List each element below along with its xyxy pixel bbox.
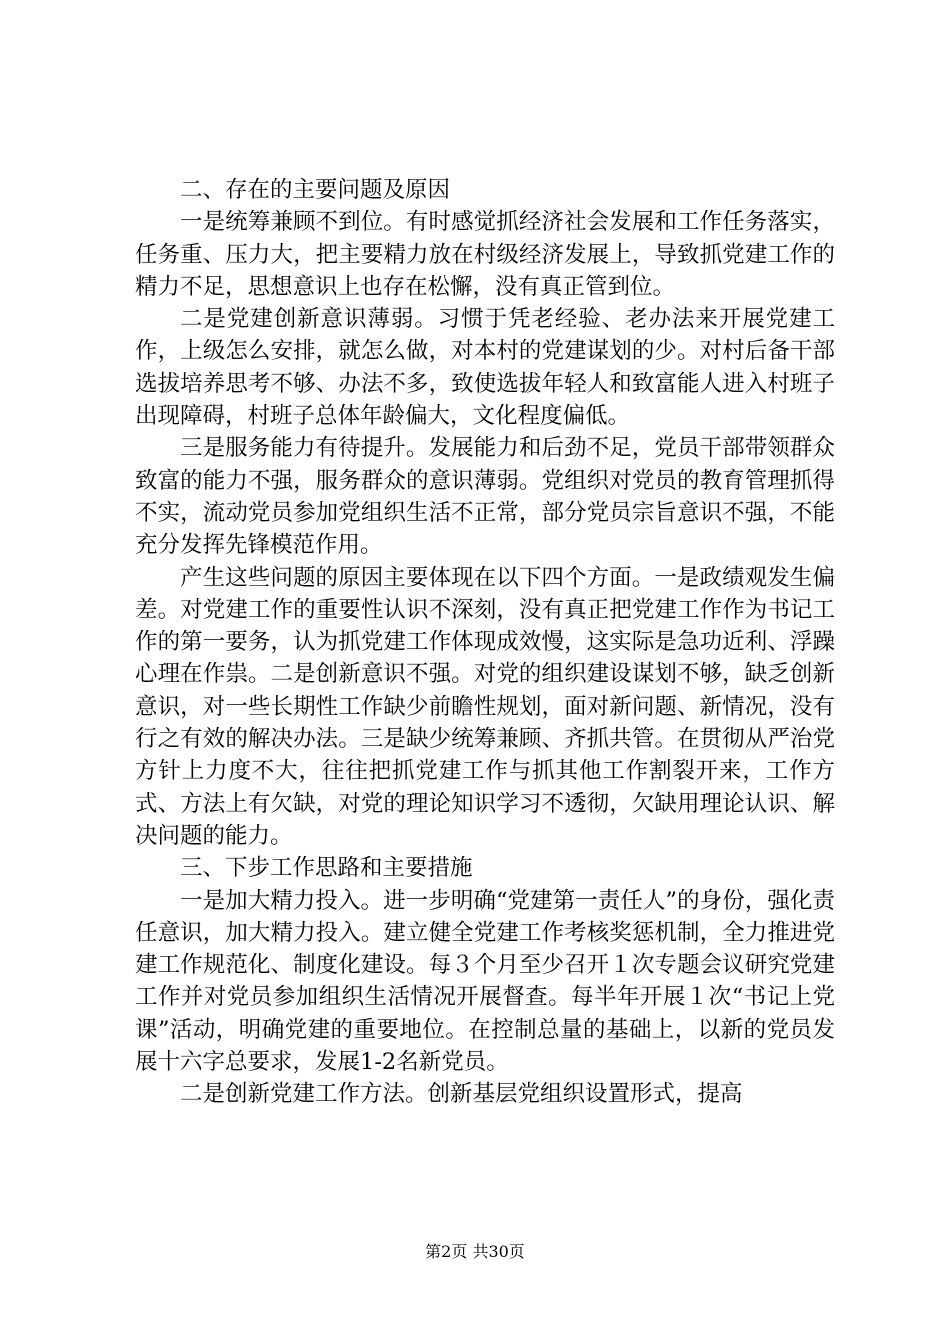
section-heading-problems: 二、存在的主要问题及原因 bbox=[180, 177, 451, 203]
paragraph-causes: 产生这些问题的原因主要体现在以下四个方面。一是政绩观发生偏差。对党建工作的重要性认识不深刻，没有真正把党建工作作为书记工作的第一要务，认为抓党建工作体现成效慢，这实际是急功近利、浮躁心理在作祟。二是创新意识不强。对党的组织建设谋划不够，缺乏创新意识，对一些长期性工作缺少前瞻性规划，面对新问题、新情况，没有行之有效的解决办法。三是缺少统筹兼顾、齐抓共管。在贯彻从严治党方针上力度不大，往往把抓党建工作与抓其他工作割裂开来，工作方式、方法上有欠缺，对党的理论知识学习不透彻，欠缺用理论认识、解决问题的能力。 bbox=[135, 564, 835, 849]
paragraph-service: 三是服务能力有待提升。发展能力和后劲不足，党员干部带领群众致富的能力不强，服务群众的意识薄弱。党组织对党员的教育管理抓得不实，流动党员参加党组织生活不正常，部分党员宗旨意识不强，不能充分发挥先锋模范作用。 bbox=[135, 435, 835, 559]
section-heading-measures: 三、下步工作思路和主要措施 bbox=[180, 855, 473, 882]
document-body bbox=[135, 174, 835, 1111]
page-footer bbox=[0, 1242, 950, 1262]
page-number: 第2页 共30页 bbox=[425, 1242, 525, 1261]
paragraph-coordination: 一是统筹兼顾不到位。有时感觉抓经济社会发展和工作任务落实，任务重、压力大，把主要精力放在村级经济发展上，导致抓党建工作的精力不足，思想意识上也存在松懈，没有真正管到位。 bbox=[135, 209, 835, 300]
paragraph-innovation: 二是党建创新意识薄弱。习惯于凭老经验、老办法来开展党建工作，上级怎么安排，就怎么做，对本村的党建谋划的少。对村后备干部选拔培养思考不够、办法不多，致使选拔年轻人和致富能人进入村班子出现障碍，村班子总体年龄偏大，文化程度偏低。 bbox=[135, 306, 835, 430]
paragraph-measure-two: 二是创新党建工作方法。创新基层党组织设置形式，提高 bbox=[180, 1081, 743, 1108]
paragraph-measure-one: 一是加大精力投入。进一步明确“党建第一责任人”的身份，强化责任意识，加大精力投入。建立健全党建工作考核奖惩机制，全力推进党建工作规范化、制度化建设。每３个月至少召开１次专题会议研究党建工作并对党员参加组织生活情况开展督查。每半年开展１次“书记上党课”活动，明确党建的重要地位。在控制总量的基础上，以新的党员发展十六字总要求，发展1-2名新党员。 bbox=[135, 887, 835, 1076]
